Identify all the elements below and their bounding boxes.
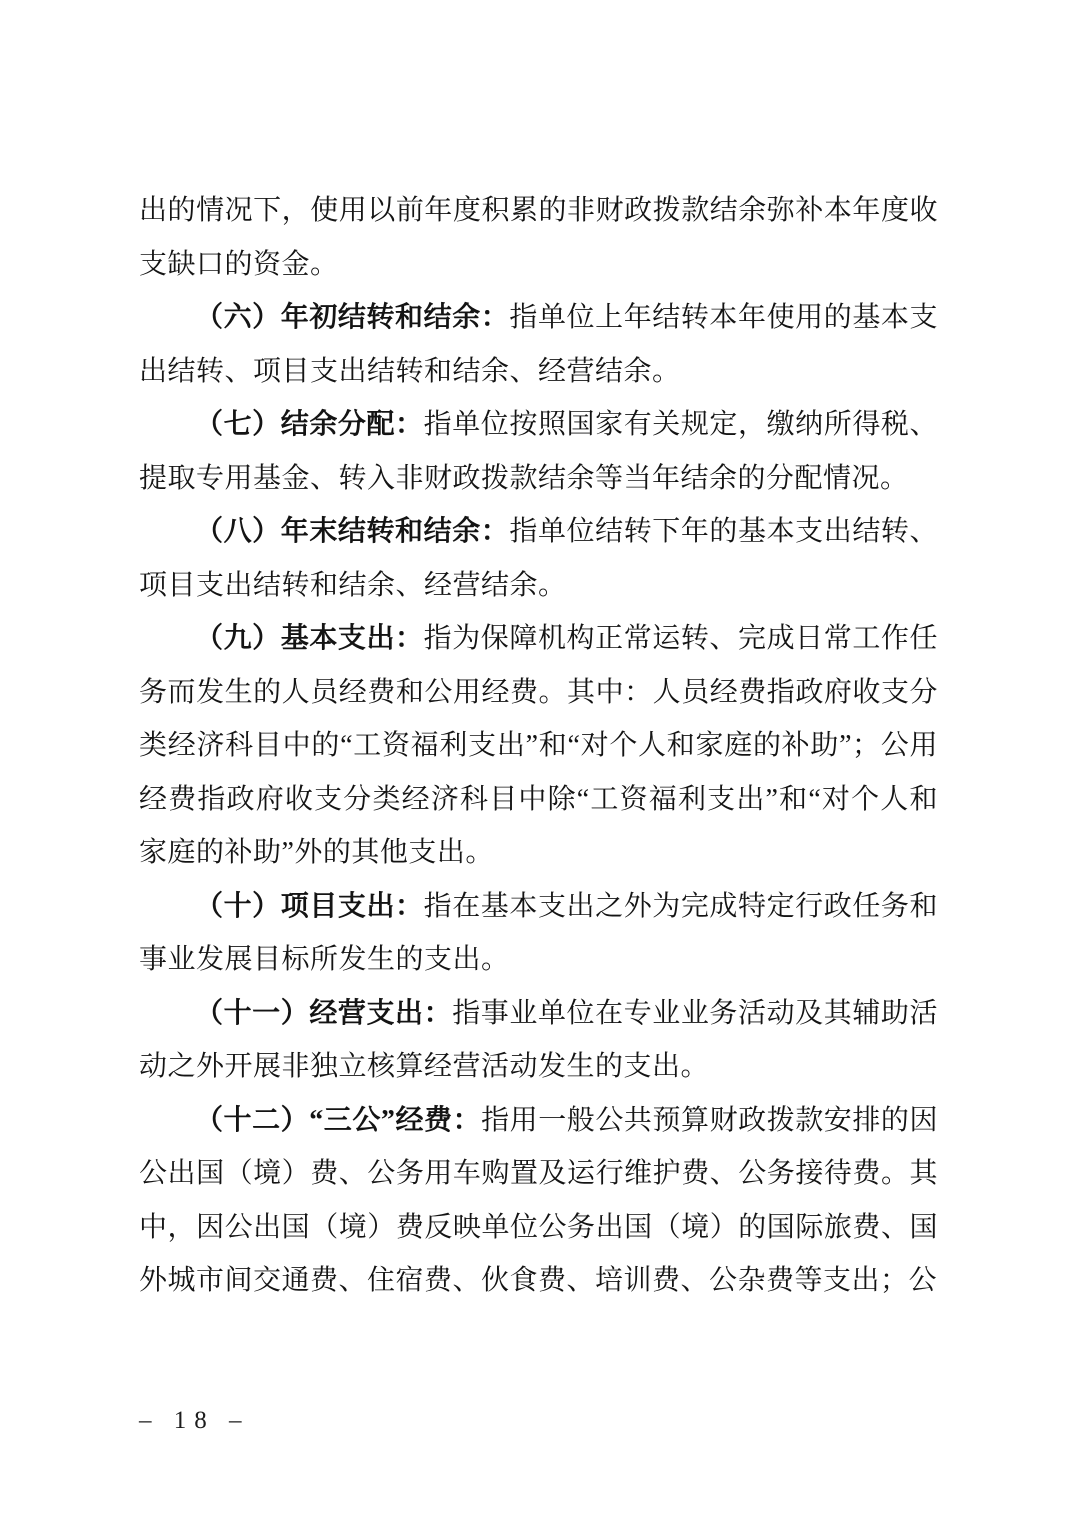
paragraph-text: 指单位上年结转本年使用的基本支出结转、项目支出结转和结余、经营结余。 (139, 302, 938, 387)
paragraph-item-7 (139, 398, 938, 505)
document-body (139, 184, 938, 1308)
paragraph-continuation (139, 184, 938, 291)
paragraph-text: 指为保障机构正常运转、完成日常工作任务而发生的人员经费和公用经费。其中：人员经费指政府收支分类经济科目中的“工资福利支出”和“对个人和家庭的补助”；公用经费指政府收支分类经济科目中除“工资福利支出”和“对个人和家庭的补助”外的其他支出。 (139, 623, 938, 868)
paragraph-text: 指用一般公共预算财政拨款安排的因公出国（境）费、公务用车购置及运行维护费、公务接待费。其中，因公出国（境）费反映单位公务出国（境）的国际旅费、国外城市间交通费、住宿费、伙食费、培训费、公杂费等支出；公 (139, 1104, 938, 1296)
page-number: – 18 – (139, 1407, 250, 1434)
paragraph-item-11 (139, 987, 938, 1094)
paragraph-item-12 (139, 1094, 938, 1308)
term-label: （十）项目支出： (195, 890, 424, 922)
term-label: （十二）“三公”经费： (195, 1104, 482, 1136)
term-label: （七）结余分配： (195, 409, 424, 440)
term-label: （九）基本支出： (195, 623, 424, 654)
paragraph-text: 指事业单位在专业业务活动及其辅助活动之外开展非独立核算经营活动发生的支出。 (139, 997, 938, 1082)
paragraph-item-10 (139, 880, 938, 987)
paragraph-text: 指单位结转下年的基本支出结转、项目支出结转和结余、经营结余。 (139, 516, 938, 601)
term-label: （六）年初结转和结余： (195, 302, 510, 333)
paragraph-item-9 (139, 612, 938, 880)
term-label: （十一）经营支出： (195, 997, 453, 1029)
paragraph-text: 指在基本支出之外为完成特定行政任务和事业发展目标所发生的支出。 (139, 890, 938, 975)
paragraph-text: 指单位按照国家有关规定，缴纳所得税、提取专用基金、转入非财政拨款结余等当年结余的分配情况。 (139, 409, 938, 494)
term-label: （八）年末结转和结余： (195, 516, 510, 547)
paragraph-item-8 (139, 505, 938, 612)
paragraph-text: 出的情况下，使用以前年度积累的非财政拨款结余弥补本年度收支缺口的资金。 (139, 195, 938, 280)
paragraph-item-6 (139, 291, 938, 398)
